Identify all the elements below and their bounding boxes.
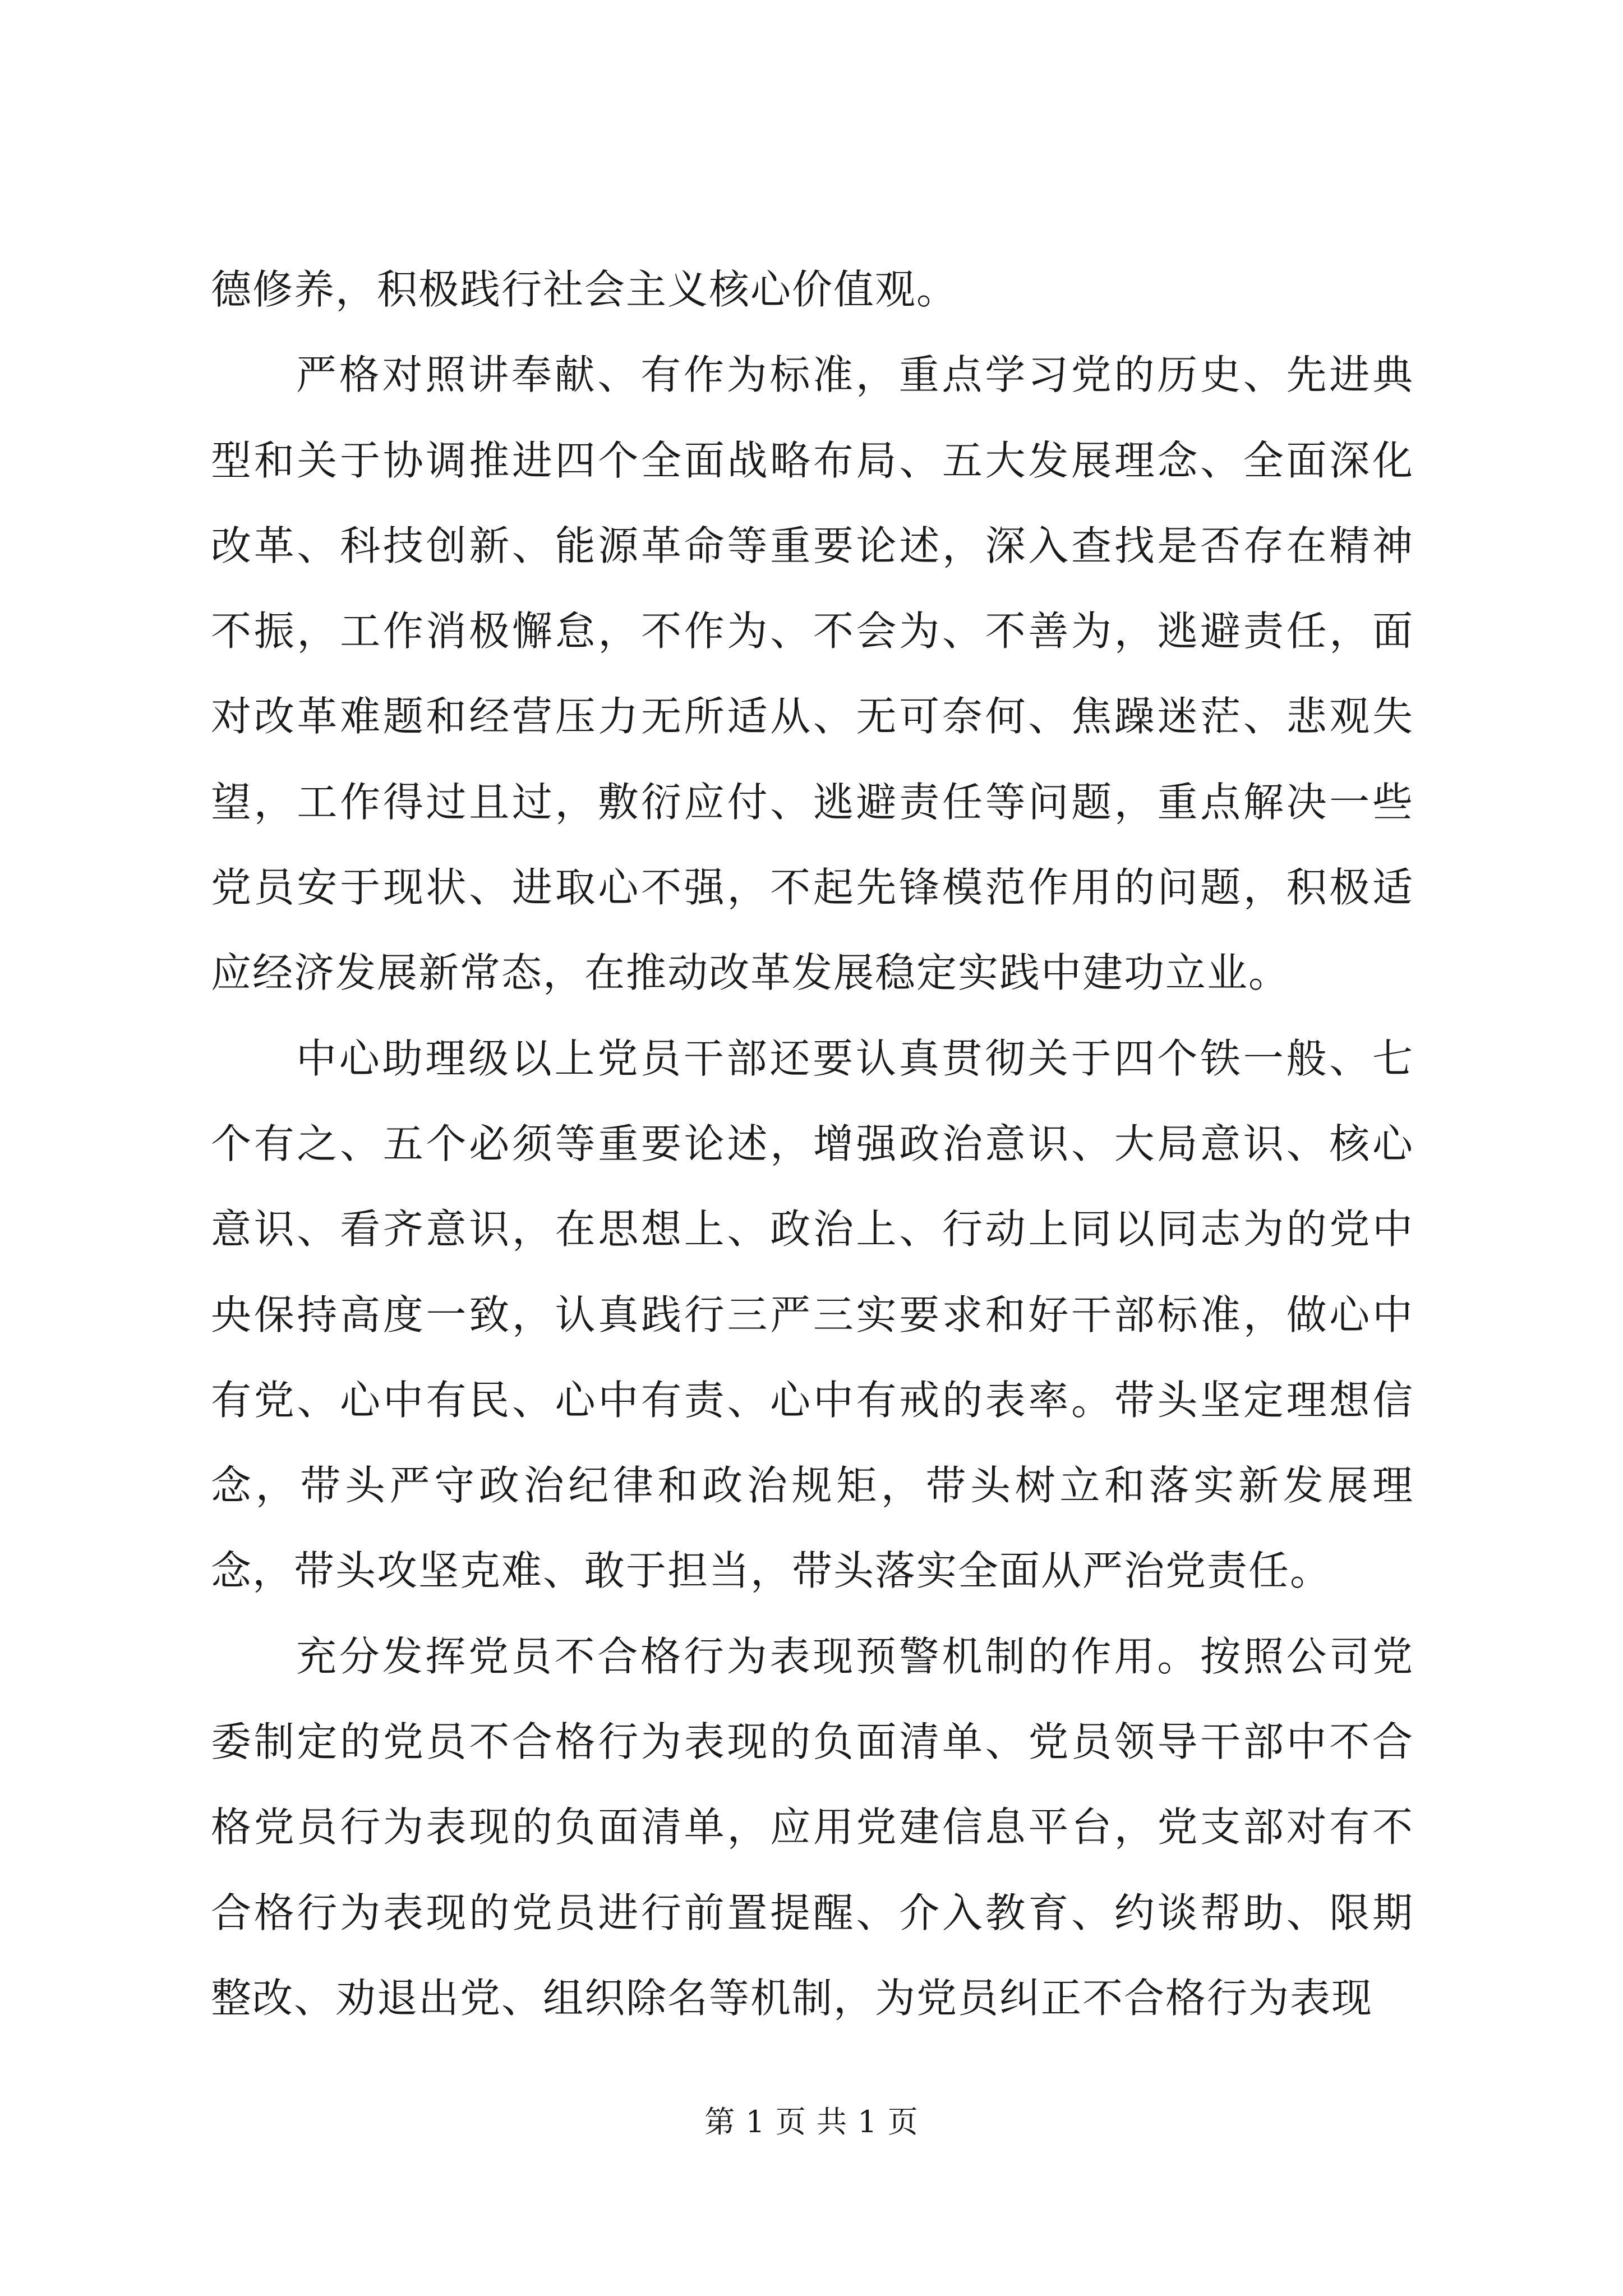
page-footer (0, 2102, 1623, 2142)
page-number-label: 第 1 页 共 1 页 (704, 2104, 919, 2139)
paragraph-2: 严格对照讲奉献、有作为标准，重点学习党的历史、先进典型和关于协调推进四个全面战略布局、五大发展理念、全面深化改革、科技创新、能源革命等重要论述，深入查找是否存在精神不振，工作消极懈怠，不作为、不会为、不善为，逃避责任，面对改革难题和经营压力无所适从、无可奈何、焦躁迷茫、悲观失望，工作得过且过，敷衍应付、逃避责任等问题，重点解决一些党员安于现状、进取心不强，不起先锋模范作用的问题，积极适应经济发展新常态，在推动改革发展稳定实践中建功立业。 (211, 351, 1414, 997)
paragraph-4: 充分发挥党员不合格行为表现预警机制的作用。按照公司党委制定的党员不合格行为表现的负面清单、党员领导干部中不合格党员行为表现的负面清单，应用党建信息平台，党支部对有不合格行为表现的党员进行前置提醒、介入教育、约谈帮助、限期整改、劝退出党、组织除名等机制，为党员纠正不合格行为表现 (211, 1632, 1414, 2022)
paragraph-3: 中心助理级以上党员干部还要认真贯彻关于四个铁一般、七个有之、五个必须等重要论述，增强政治意识、大局意识、核心意识、看齐意识，在思想上、政治上、行动上同以同志为的党中央保持高度一致，认真践行三严三实要求和好干部标准，做心中有党、心中有民、心中有责、心中有戒的表率。带头坚定理想信念，带头严守政治纪律和政治规矩，带头树立和落实新发展理念，带头攻坚克难、敢于担当，带头落实全面从严治党责任。 (211, 1034, 1414, 1595)
paragraph-1: 德修养，积极践行社会主义核心价值观。 (211, 266, 958, 313)
document-body (211, 247, 1414, 2041)
